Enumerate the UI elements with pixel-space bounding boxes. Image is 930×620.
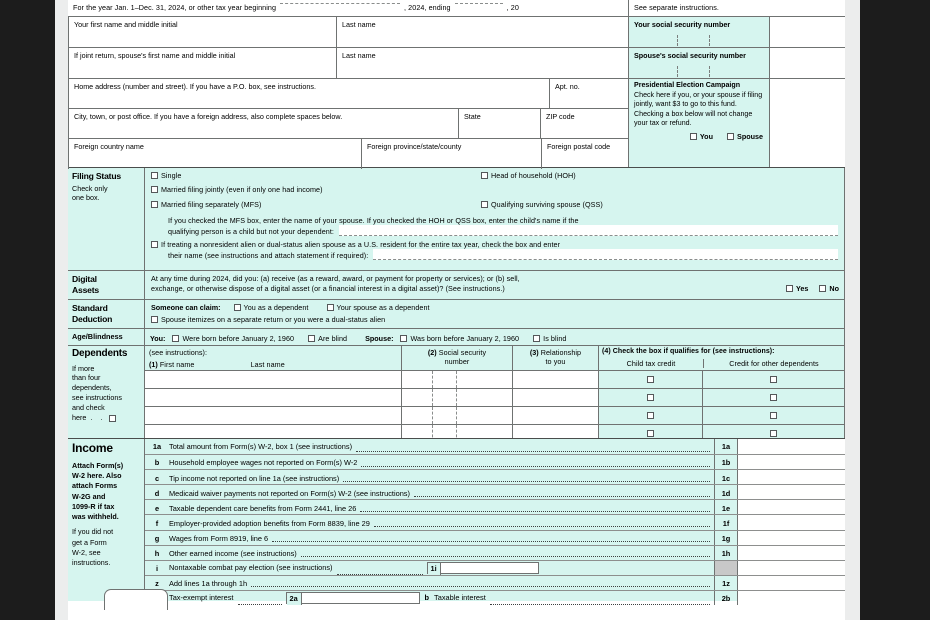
dependents-col1-num: (1) [149, 360, 158, 370]
tax-year-mid-label: , 2024, ending [404, 3, 451, 12]
state-cell[interactable]: State [458, 109, 540, 138]
dependent-name-input[interactable] [145, 371, 401, 388]
apt-no-cell[interactable]: Apt. no. [549, 79, 628, 108]
your-ssn-cell[interactable]: Your social security number [628, 17, 770, 47]
income-line-number-box: 1g [714, 531, 738, 545]
income-line-text: Total amount from Form(s) W-2, box 1 (see instructions) [169, 442, 353, 452]
you-born-before-label: Were born before January 2, 1960 [182, 333, 295, 343]
filing-status-name-input[interactable] [339, 225, 838, 236]
income-line-text: Nontaxable combat pay election (see instructions) [169, 563, 333, 573]
income-line-number-box: 1z [714, 576, 738, 590]
dependent-ssn-input[interactable] [401, 389, 512, 406]
filing-status-hoh-label: Head of household (HOH) [491, 171, 576, 180]
income-line-letter: z [155, 579, 159, 589]
child-tax-credit-checkbox[interactable] [647, 376, 654, 383]
filing-status-note-line2: qualifying person is a child but not your dependent: [168, 227, 334, 236]
tax-year-line [68, 0, 628, 16]
you-are-blind-group[interactable] [308, 334, 347, 343]
foreign-postal-cell[interactable]: Foreign postal code [541, 139, 628, 169]
zip-cell[interactable]: ZIP code [540, 109, 628, 138]
income-amount-input[interactable] [738, 500, 845, 514]
filing-status-mfj-label: Married filing jointly (even if only one had income) [161, 185, 323, 194]
pec-spouse-checkbox-group[interactable] [727, 132, 763, 141]
nra-note-line1: If treating a nonresident alien or dual-status alien spouse as a U.S. resident for the entire tax year, check the box and enter [161, 240, 561, 249]
income-section [68, 438, 845, 604]
filing-status-hoh-checkbox[interactable] [481, 172, 488, 179]
standard-deduction-section [68, 299, 845, 328]
income-stub-bold-4: 1099-R if tax [72, 501, 115, 511]
income-amount-input[interactable] [738, 485, 845, 499]
income-line-text: Tip income not reported on line 1a (see instructions) [169, 473, 340, 483]
spouse-last-name-cell[interactable]: Last name [336, 48, 628, 78]
spouse-itemizes-checkbox[interactable] [151, 316, 158, 323]
filing-status-sub1: Check only [72, 183, 108, 193]
spouse-ssn-cell[interactable]: Spouse's social security number [628, 48, 770, 78]
dot-leader [361, 465, 710, 467]
income-line-number-box: 1c [714, 470, 738, 484]
you-born-before-checkbox[interactable] [172, 335, 179, 342]
ssn-dividers [629, 35, 769, 46]
filing-status-hoh-row[interactable] [481, 171, 838, 185]
filing-status-mfj-row[interactable] [151, 185, 481, 200]
income-line-description [169, 439, 714, 454]
dependents-section [68, 345, 845, 438]
digital-assets-no-group[interactable] [819, 284, 839, 293]
income-sub-line-number: 1i [428, 563, 441, 575]
income-amount-input[interactable] [738, 531, 845, 545]
claim-you-checkbox[interactable] [234, 304, 241, 311]
nra-note-line2: their name (see instructions and attach statement if required): [168, 251, 369, 260]
income-line-letter: f [155, 518, 159, 528]
age-blindness-stub [68, 329, 144, 345]
income-line-row [145, 545, 845, 560]
income-stub-plain-2: W-2, see [72, 547, 101, 557]
income-stub-bold-3: W-2G and [72, 491, 106, 501]
form-header [68, 0, 845, 167]
claim-spouse-checkbox[interactable] [327, 304, 334, 311]
standard-deduction-title-1: Standard [72, 303, 108, 313]
income-stub-bold-2: attach Forms [72, 481, 118, 491]
foreign-province-cell[interactable]: Foreign province/state/county [361, 139, 541, 169]
digital-assets-question-line2: exchange, or otherwise dispose of a digital asset (or a financial interest in a digital asset)? (See instructions.) [151, 284, 505, 294]
dependent-other-credit-cell[interactable] [702, 371, 844, 388]
dependents-stub-line-4: and check [72, 403, 105, 413]
income-line-text: Taxable dependent care benefits from Form 2441, line 26 [169, 503, 357, 513]
filing-status-single-label: Single [161, 171, 182, 180]
income-line-row [145, 514, 845, 529]
income-stub-plain-1: get a Form [72, 537, 107, 547]
dependent-row [145, 406, 844, 424]
dependent-relationship-input[interactable] [512, 371, 598, 388]
dependents-stub-line-5: here [72, 413, 87, 423]
digital-assets-title-1: Digital [72, 274, 97, 284]
age-blindness-spouse-label: Spouse: [365, 334, 394, 343]
spouse-itemizes-label: Spouse itemizes on a separate return or you were a dual-status alien [161, 315, 386, 325]
dependents-title: Dependents [72, 348, 128, 359]
filing-status-mfs-label: Married filing separately (MFS) [161, 200, 262, 209]
income-line-text: Other earned income (see instructions) [169, 549, 297, 559]
filing-status-qss-row[interactable] [481, 200, 838, 215]
nra-spouse-checkbox[interactable] [151, 241, 158, 248]
see-separate-instructions: See separate instructions. [628, 0, 770, 16]
filing-status-single-checkbox[interactable] [151, 172, 158, 179]
dot-leader [374, 525, 710, 527]
income-title: Income [72, 441, 113, 455]
nontaxable-combat-pay-input[interactable] [441, 563, 538, 573]
claim-spouse-group[interactable] [327, 303, 430, 312]
filing-status-stub [68, 168, 144, 270]
ssn-segment-divider [432, 407, 433, 424]
income-line-number-box: 1d [714, 485, 738, 499]
income-stub-plain-3: instructions. [72, 557, 111, 567]
dependent-ssn-input[interactable] [401, 371, 512, 388]
filing-status-note-line1: If you checked the MFS box, enter the name of your spouse. If you checked the HOH or QSS box, enter the child's name if the [168, 216, 579, 225]
form-tab-notch [104, 589, 168, 610]
income-amount-input[interactable] [738, 546, 845, 560]
dependents-col1-last: Last name [250, 360, 285, 370]
child-tax-credit-checkbox[interactable] [647, 394, 654, 401]
digital-assets-question-line1: At any time during 2024, did you: (a) receive (as a reward, award, or payment for property or services); or (b) sell, [151, 274, 520, 283]
nra-name-input[interactable] [373, 249, 838, 260]
dependent-name-input[interactable] [145, 389, 401, 406]
spouse-is-blind-checkbox[interactable] [533, 335, 540, 342]
claim-spouse-label: Your spouse as a dependent [336, 303, 430, 312]
income-line-number-box: 1h [714, 546, 738, 560]
income-line-text: Household employee wages not reported on Form(s) W-2 [169, 458, 358, 468]
page-gutter-right [845, 0, 860, 620]
dependents-stub-line-1: than four [72, 373, 101, 383]
income-line-letter: 1a [152, 442, 162, 452]
dot-leader [360, 510, 710, 512]
dot-leader [343, 480, 710, 482]
dependents-col2-header: (2) Social security number [401, 346, 512, 370]
filing-status-title: Filing Status [72, 171, 121, 181]
more-than-four-dependents-checkbox[interactable] [109, 415, 116, 422]
filing-status-mfs-row[interactable] [151, 200, 481, 215]
income-line-description [169, 531, 714, 545]
income-stub-plain-0: If you did not [72, 527, 114, 537]
dependents-stub-line-3: see instructions [72, 393, 122, 403]
pec-you-checkbox-group[interactable] [690, 132, 715, 141]
form-1040-page [68, 0, 845, 620]
spouse-born-before-label: Was born before January 2, 1960 [410, 333, 520, 343]
dependent-row [145, 388, 844, 406]
income-line-description [169, 576, 714, 590]
foreign-country-cell[interactable]: Foreign country name [68, 139, 361, 169]
standard-deduction-stub [68, 300, 144, 328]
dot-leader [414, 495, 710, 497]
filing-status-section [68, 167, 845, 270]
dot-leader [251, 585, 710, 587]
ssn-segment-divider [456, 407, 457, 424]
credit-other-dependents-checkbox[interactable] [770, 376, 777, 383]
dependents-ctc-header: Child tax credit [626, 358, 676, 368]
dependents-odc-header: Credit for other dependents [703, 359, 844, 368]
income-line-row [145, 530, 845, 545]
ssn-segment-divider [432, 371, 433, 388]
income-amount-input[interactable] [738, 455, 845, 469]
digital-assets-stub [68, 271, 144, 299]
filing-status-sub2: one box. [72, 193, 100, 203]
income-stub-bold-0: Attach Form(s) [72, 461, 124, 470]
spouse-born-before-group[interactable] [400, 334, 519, 343]
standard-deduction-title-2: Deduction [72, 313, 113, 324]
tax-exempt-interest-label: Tax-exempt interest [169, 593, 234, 603]
income-line-number-box: 1a [714, 439, 738, 454]
dependent-name-input[interactable] [145, 407, 401, 424]
digital-assets-section [68, 270, 845, 299]
digital-assets-no-checkbox[interactable] [819, 285, 826, 292]
credit-other-dependents-checkbox[interactable] [770, 412, 777, 419]
income-amount-input[interactable] [738, 470, 845, 484]
dependent-row [145, 370, 844, 388]
pec-spouse-label: Spouse [737, 131, 763, 141]
income-lines [145, 439, 845, 605]
age-blindness-you-label: You: [150, 334, 166, 343]
income-line-description [169, 515, 714, 529]
dependent-ssn-input[interactable] [401, 407, 512, 424]
income-line-text: Employer-provided adoption benefits from Form 8839, line 29 [169, 518, 370, 528]
pec-spouse-checkbox[interactable] [727, 133, 734, 140]
income-stub [68, 439, 144, 601]
your-last-name-cell[interactable]: Last name [336, 17, 628, 47]
city-cell[interactable]: City, town, or post office. If you have a foreign address, also complete spaces below. [68, 109, 458, 138]
line-2b-letter: b [424, 593, 430, 603]
dependent-child-tax-credit-cell[interactable] [598, 407, 702, 424]
income-line-row [145, 469, 845, 484]
income-line-letter: e [154, 503, 160, 513]
income-amount-input[interactable] [738, 576, 845, 590]
income-line-description [169, 546, 714, 560]
income-line-description [169, 500, 714, 514]
spouse-ssn-dividers [629, 66, 769, 77]
income-stub-bold-5: was withheld. [72, 512, 119, 522]
income-line-letter: d [154, 488, 160, 498]
dependents-col4-header: (4) Check the box if qualifies for (see instructions): [602, 348, 775, 355]
ssn-segment-divider [456, 389, 457, 406]
credit-other-dependents-checkbox[interactable] [770, 430, 777, 437]
income-line-row [145, 439, 845, 454]
child-tax-credit-checkbox[interactable] [647, 430, 654, 437]
pec-you-label: You [699, 131, 713, 141]
dependent-other-credit-cell[interactable] [702, 389, 844, 406]
dependents-col1-header: (see instructions): (1) First name Last name [149, 348, 285, 370]
income-line-number-box: 1f [714, 515, 738, 529]
spouse-first-name-cell[interactable]: If joint return, spouse's first name and middle initial [68, 48, 336, 78]
income-line-description [169, 561, 714, 575]
presidential-election-campaign [628, 79, 770, 167]
income-line-description [169, 455, 714, 469]
dependent-relationship-input[interactable] [512, 389, 598, 406]
age-blindness-section [68, 328, 845, 345]
filing-status-single-row[interactable] [151, 171, 481, 185]
income-line-row [145, 454, 845, 469]
claim-you-group[interactable] [234, 303, 309, 312]
filing-status-mfj-checkbox[interactable] [151, 186, 158, 193]
line-2a-input[interactable] [302, 593, 419, 603]
income-line-row [145, 499, 845, 514]
child-tax-credit-checkbox[interactable] [647, 412, 654, 419]
line-2a-subbox[interactable] [286, 592, 420, 604]
pec-title: Presidential Election Campaign [634, 81, 741, 89]
claim-you-label: You as a dependent [243, 303, 309, 312]
taxable-interest-label: Taxable interest [434, 593, 486, 603]
pec-you-checkbox[interactable] [690, 133, 697, 140]
dot-leader [337, 573, 423, 575]
tax-year-begin-field[interactable] [280, 3, 400, 4]
income-line-description [169, 485, 714, 499]
line-2a-number: 2a [287, 593, 302, 605]
income-line-text: Add lines 1a through 1h [169, 579, 248, 589]
income-line-text: Wages from Form 8919, line 6 [169, 533, 269, 543]
ssn-segment-divider [456, 371, 457, 388]
income-line-2-row [145, 590, 845, 605]
your-first-name-cell[interactable]: Your first name and middle initial [68, 17, 336, 47]
dependents-col1-first: First name [159, 360, 195, 370]
dependent-child-tax-credit-cell[interactable] [598, 371, 702, 388]
you-are-blind-checkbox[interactable] [308, 335, 315, 342]
home-address-cell[interactable]: Home address (number and street). If you have a P.O. box, see instructions. [68, 79, 549, 108]
dot-leader [356, 450, 710, 452]
pec-body: Check here if you, or your spouse if filing jointly, want $3 to go to this fund. Checking a box below will not change your tax or refund. [634, 90, 763, 128]
dot-leader [238, 603, 282, 605]
dependents-stub-dots: . . [90, 413, 106, 423]
income-line-letter: g [154, 533, 160, 543]
dot-leader [490, 603, 710, 605]
filing-status-mfs-checkbox[interactable] [151, 201, 158, 208]
income-line-1i-row [145, 560, 845, 575]
dependents-stub-line-0: If more [72, 363, 95, 373]
income-amount-input [738, 561, 845, 575]
credit-other-dependents-checkbox[interactable] [770, 394, 777, 401]
income-line-text: Medicaid waiver payments not reported on Form(s) W-2 (see instructions) [169, 488, 410, 498]
dot-leader [301, 555, 710, 557]
dependent-relationship-input[interactable] [512, 407, 598, 424]
income-line-letter: i [155, 564, 159, 574]
tax-year-label: For the year Jan. 1–Dec. 31, 2024, or other tax year beginning [73, 3, 277, 12]
digital-assets-no-label: No [829, 284, 839, 293]
digital-assets-yes-label: Yes [796, 284, 809, 293]
filing-status-qss-checkbox[interactable] [481, 201, 488, 208]
income-amount-input[interactable] [738, 591, 845, 605]
income-line-letter: c [154, 473, 160, 483]
income-line-letter: h [154, 549, 160, 559]
dependents-col3-header: (3) Relationship to you [512, 346, 598, 370]
income-line-row [145, 484, 845, 499]
income-line-description [169, 591, 714, 605]
digital-assets-yes-group[interactable] [786, 284, 808, 293]
someone-can-claim-label: Someone can claim: [151, 303, 221, 313]
tax-year-end-label: , 20 [506, 3, 519, 12]
income-line-number-box: 2b [714, 591, 738, 605]
spouse-itemizes-group[interactable] [151, 315, 839, 324]
dependent-child-tax-credit-cell[interactable] [598, 389, 702, 406]
income-stub-bold-1: W-2 here. Also [72, 471, 122, 481]
spouse-is-blind-group[interactable] [533, 334, 566, 343]
income-line-number-box-blank [714, 561, 738, 575]
digital-assets-yes-checkbox[interactable] [786, 285, 793, 292]
age-blindness-title: Age/Blindness [72, 332, 123, 341]
you-are-blind-label: Are blind [318, 333, 348, 343]
tax-year-end-field[interactable] [455, 3, 503, 4]
spouse-is-blind-label: Is blind [543, 333, 567, 343]
income-line-description [169, 470, 714, 484]
dot-leader [272, 540, 710, 542]
nontaxable-combat-pay-subbox[interactable] [427, 562, 539, 574]
spouse-born-before-checkbox[interactable] [400, 335, 407, 342]
income-amount-input[interactable] [738, 515, 845, 529]
income-line-letter: b [154, 458, 160, 468]
filing-status-qss-label: Qualifying surviving spouse (QSS) [491, 200, 603, 209]
income-amount-input[interactable] [738, 439, 845, 454]
dependents-stub-line-2: dependents, [72, 383, 112, 393]
ssn-segment-divider [432, 389, 433, 406]
dependents-stub [68, 346, 144, 438]
dependents-table-body [145, 370, 844, 442]
income-line-number-box: 1e [714, 500, 738, 514]
income-line-number-box: 1b [714, 455, 738, 469]
you-born-before-group[interactable] [172, 334, 294, 343]
digital-assets-title-2: Assets [72, 284, 99, 295]
income-line-1z-row [145, 575, 845, 590]
page-gutter-left [55, 0, 68, 620]
dependent-other-credit-cell[interactable] [702, 407, 844, 424]
